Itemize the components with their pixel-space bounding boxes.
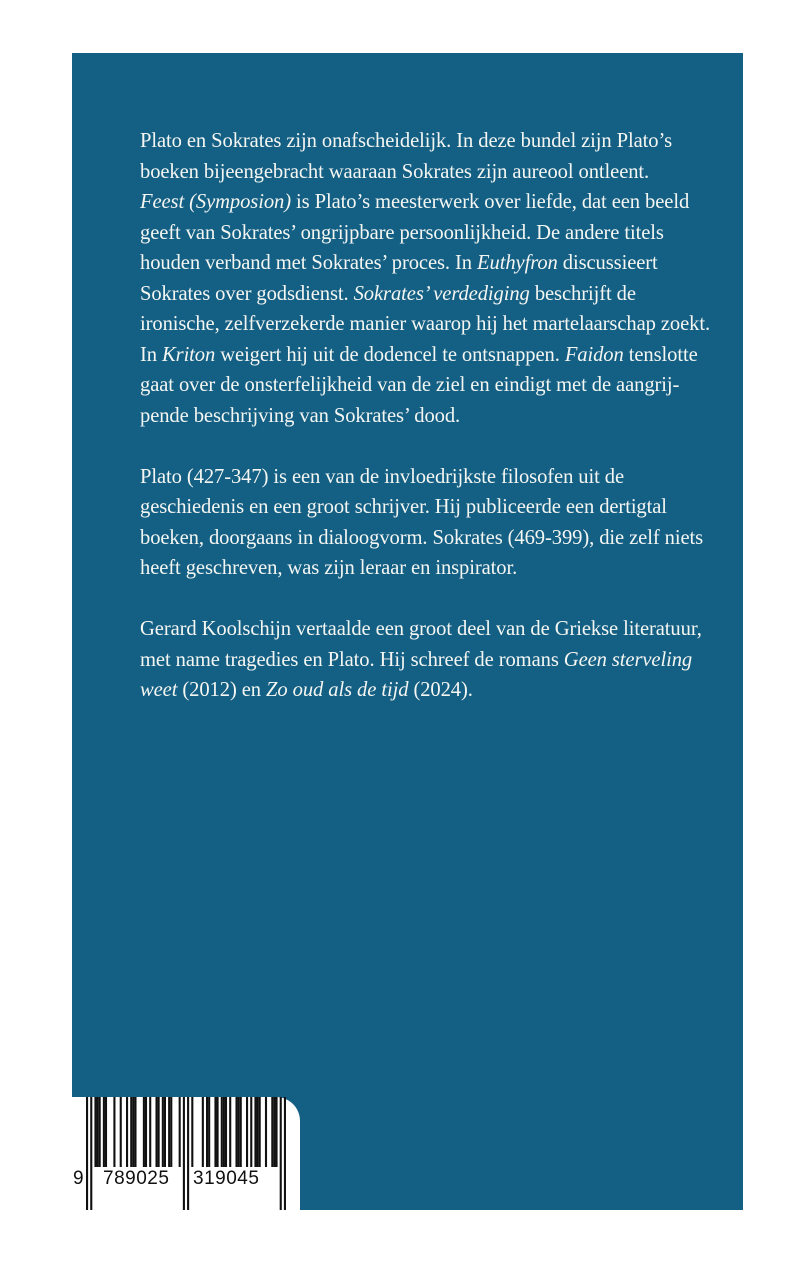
blurb-paragraph-summary — [140, 126, 720, 431]
barcode-digits-left: 789025 — [103, 1168, 170, 1189]
text-run: Gerard Koolschijn vertaalde een groot deel van de Griekse literatuur, met name tragedies en Plato. Hij schreef de romans — [140, 618, 702, 671]
isbn-barcode — [86, 1097, 286, 1210]
blurb-paragraph-translator — [140, 614, 720, 706]
barcode-area — [72, 1097, 300, 1210]
text-run: discussieert Sokrates over godsdienst. — [140, 252, 658, 305]
italic-title: Euthyfron — [477, 252, 558, 274]
barcode-digits-right: 319045 — [193, 1168, 260, 1189]
italic-title: Faidon — [564, 343, 624, 366]
back-cover-blurb — [140, 126, 720, 706]
italic-title: Kriton — [162, 343, 216, 366]
italic-title: Feest (Symposion) — [140, 191, 291, 213]
barcode-digit-first: 9 — [73, 1168, 85, 1189]
italic-title: Sokrates’ verdediging — [353, 282, 530, 305]
italic-title: Zo oud als de tijd — [266, 679, 409, 701]
italic-title: Geen sterveling weet — [140, 648, 693, 701]
text-run: (2012) en — [177, 679, 267, 701]
text-run: Plato en Sokrates zijn onafscheidelijk. In deze bundel zijn Plato’s boeken bijeengebracht waaraan Sokrates zijn aureool ontleent. — [140, 130, 673, 183]
blurb-paragraph-about-plato: Plato (427-347) is een van de invloedrijkste filosofen uit de geschiedenis en een groot schrijver. Hij publiceerde een dertigtal boeken, doorgaans in dialoogvorm. Sokrates (469-399), die zelf niets heeft geschreven, was zijn leraar en inspirator. — [140, 465, 704, 579]
text-run: beschrijft de ironische, zelfverzekerde manier waarop hij het martelaarschap zoekt. In — [140, 282, 710, 366]
text-run: tenslotte gaat over de onsterfelijkheid van de ziel en eindigt met de aangrij-pende beschrijving van Sokrates’ dood. — [140, 343, 698, 427]
text-run: (2024). — [408, 679, 473, 701]
text-run: weigert hij uit de dodencel te ontsnappen. — [215, 343, 565, 366]
text-run: is Plato’s meesterwerk over liefde, dat een beeld geeft van Sokrates’ ongrijpbare persoonlijkheid. De andere titels houden verband met Sokrates’ proces. In — [140, 191, 690, 274]
